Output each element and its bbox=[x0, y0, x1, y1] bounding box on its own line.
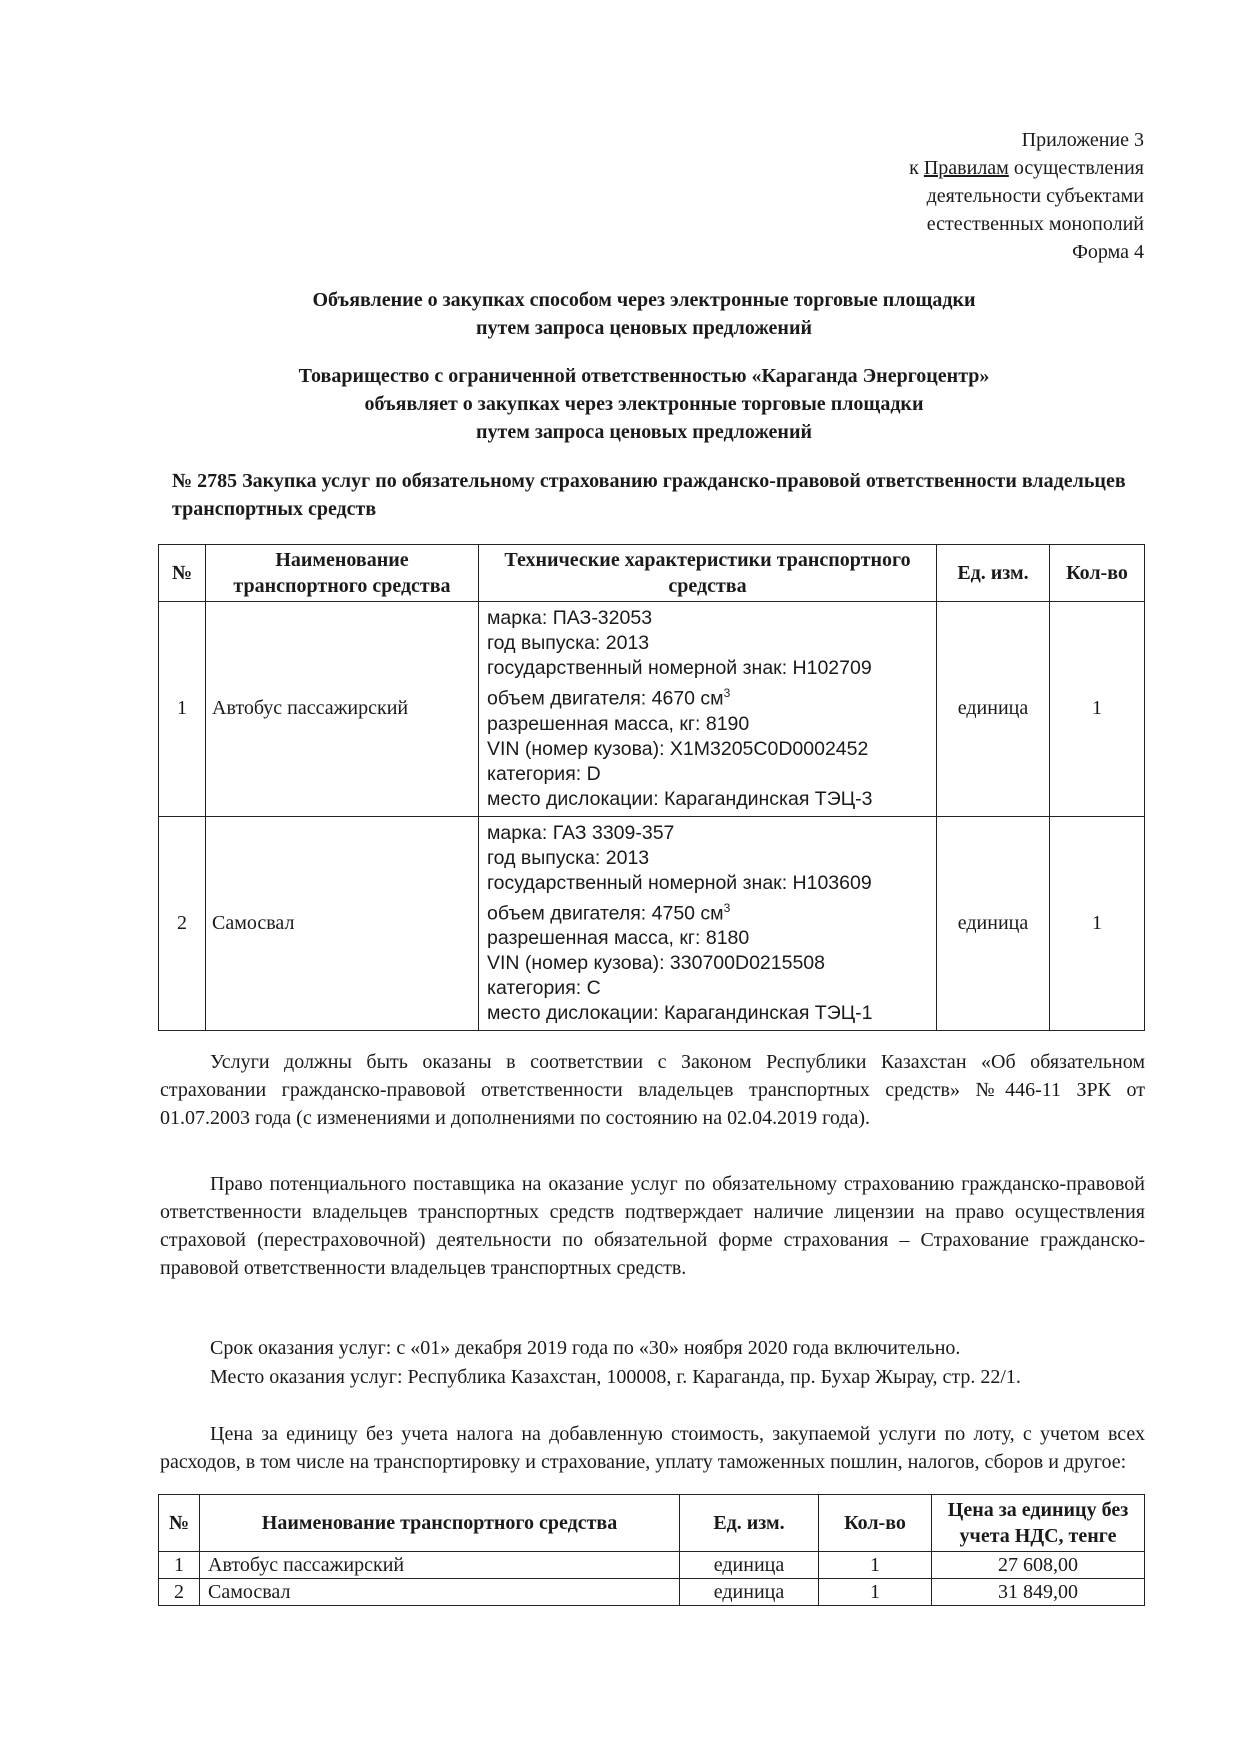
vehicle-specs: марка: ПАЗ-32053 год выпуска: 2013 государственный номерной знак: Н102709 объем двигателя: 4670 $см^3$ разрешенная масса, кг: 8190 VIN (номер кузова): X1M3205C0D0002452 категория: D место дислокации: Карагандинская ТЭЦ-3 bbox=[479, 602, 937, 817]
vehicle-name: Автобус пассажирский bbox=[206, 602, 479, 817]
row-qty: 1 bbox=[1050, 816, 1145, 1031]
appendix-number: Приложение 3 bbox=[1021, 129, 1144, 151]
vehicle-name: Автобус пассажирский bbox=[200, 1552, 680, 1579]
header-name: Наименование транспортного средства bbox=[200, 1495, 680, 1552]
header-specs: Технические характеристики транспортного средства bbox=[479, 545, 937, 602]
row-unit: единица bbox=[680, 1552, 819, 1579]
appendix-rules-line: к Правилам осуществления bbox=[909, 157, 1144, 179]
row-unit: единица bbox=[937, 602, 1050, 817]
row-qty: 1 bbox=[1050, 602, 1145, 817]
term-paragraph: Срок оказания услуг: с «01» декабря 2019 года по «30» ноября 2020 года включительно. bbox=[210, 1337, 961, 1359]
row-num: 1 bbox=[159, 1552, 200, 1579]
vehicle-name: Самосвал bbox=[206, 816, 479, 1031]
price-table bbox=[158, 1494, 1145, 1606]
row-qty: 1 bbox=[819, 1552, 932, 1579]
header-price: Цена за единицу без учета НДС, тенге bbox=[932, 1495, 1145, 1552]
appendix-line3: деятельности субъектами bbox=[926, 185, 1144, 207]
table-header-row bbox=[159, 1495, 1145, 1552]
header-name: Наименование транспортного средства bbox=[206, 545, 479, 602]
header-num: № bbox=[159, 545, 206, 602]
header-unit: Ед. изм. bbox=[937, 545, 1050, 602]
table-row bbox=[159, 602, 1145, 817]
vehicle-specs: марка: ГАЗ 3309-357 год выпуска: 2013 государственный номерной знак: Н103609 объем двигателя: 4750 $см^3$ разрешенная масса, кг: 8180 VIN (номер кузова): 330700D0215508 категория: С место дислокации: Карагандинская ТЭЦ-1 bbox=[479, 816, 937, 1031]
table-header-row bbox=[159, 545, 1145, 602]
vehicles-table bbox=[158, 544, 1145, 1031]
license-paragraph: Право потенциального поставщика на оказание услуг по обязательному страхованию гражданско-правовой ответственности владельцев транспортных средств подтверждает наличие лицензии на право осуществления страховой (перестраховочной) деятельности по обязательной форме страхования – Страхование гражданско-правовой ответственности владельцев транспортных средств. bbox=[160, 1173, 1145, 1279]
appendix-header bbox=[909, 126, 1144, 266]
form-number: Форма 4 bbox=[1072, 241, 1144, 263]
row-price: 27 608,00 bbox=[932, 1552, 1145, 1579]
rules-link[interactable]: Правилам bbox=[923, 157, 1009, 179]
header-qty: Кол-во bbox=[1050, 545, 1145, 602]
table-row bbox=[159, 816, 1145, 1031]
table-row bbox=[159, 1579, 1145, 1606]
row-num: 2 bbox=[159, 1579, 200, 1606]
row-num: 2 bbox=[159, 816, 206, 1031]
company-title: Товарищество с ограниченной ответственностью «Караганда Энергоцентр» объявляет о закупках через электронные торговые площадки путем запроса ценовых предложений bbox=[298, 365, 990, 443]
row-unit: единица bbox=[680, 1579, 819, 1606]
header-num: № bbox=[159, 1495, 200, 1552]
announcement-title: Объявление о закупках способом через электронные торговые площадки путем запроса ценовых предложений bbox=[312, 289, 976, 339]
lot-title: № 2785 Закупка услуг по обязательному страхованию гражданско-правовой ответственности владельцев транспортных средств bbox=[172, 470, 1126, 520]
row-qty: 1 bbox=[819, 1579, 932, 1606]
row-price: 31 849,00 bbox=[932, 1579, 1145, 1606]
row-num: 1 bbox=[159, 602, 206, 817]
appendix-line4: естественных монополий bbox=[926, 213, 1144, 235]
price-paragraph: Цена за единицу без учета налога на добавленную стоимость, закупаемой услуги по лоту, с учетом всех расходов, в том числе на транспортировку и страхование, уплату таможенных пошлин, налогов, сборов и другое: bbox=[160, 1423, 1145, 1473]
law-paragraph: Услуги должны быть оказаны в соответствии с Законом Республики Казахстан «Об обязательном страховании гражданско-правовой ответственности владельцев транспортных средств» №446-11 ЗРК от 01.07.2003 года (с изменениями и дополнениями по состоянию на 02.04.2019 года). bbox=[160, 1051, 1145, 1129]
header-unit: Ед. изм. bbox=[680, 1495, 819, 1552]
header-qty: Кол-во bbox=[819, 1495, 932, 1552]
table-row bbox=[159, 1552, 1145, 1579]
place-paragraph: Место оказания услуг: Республика Казахстан, 100008, г. Караганда, пр. Бухар Жырау, стр. 22/1. bbox=[210, 1366, 1021, 1388]
vehicle-name: Самосвал bbox=[200, 1579, 680, 1606]
row-unit: единица bbox=[937, 816, 1050, 1031]
